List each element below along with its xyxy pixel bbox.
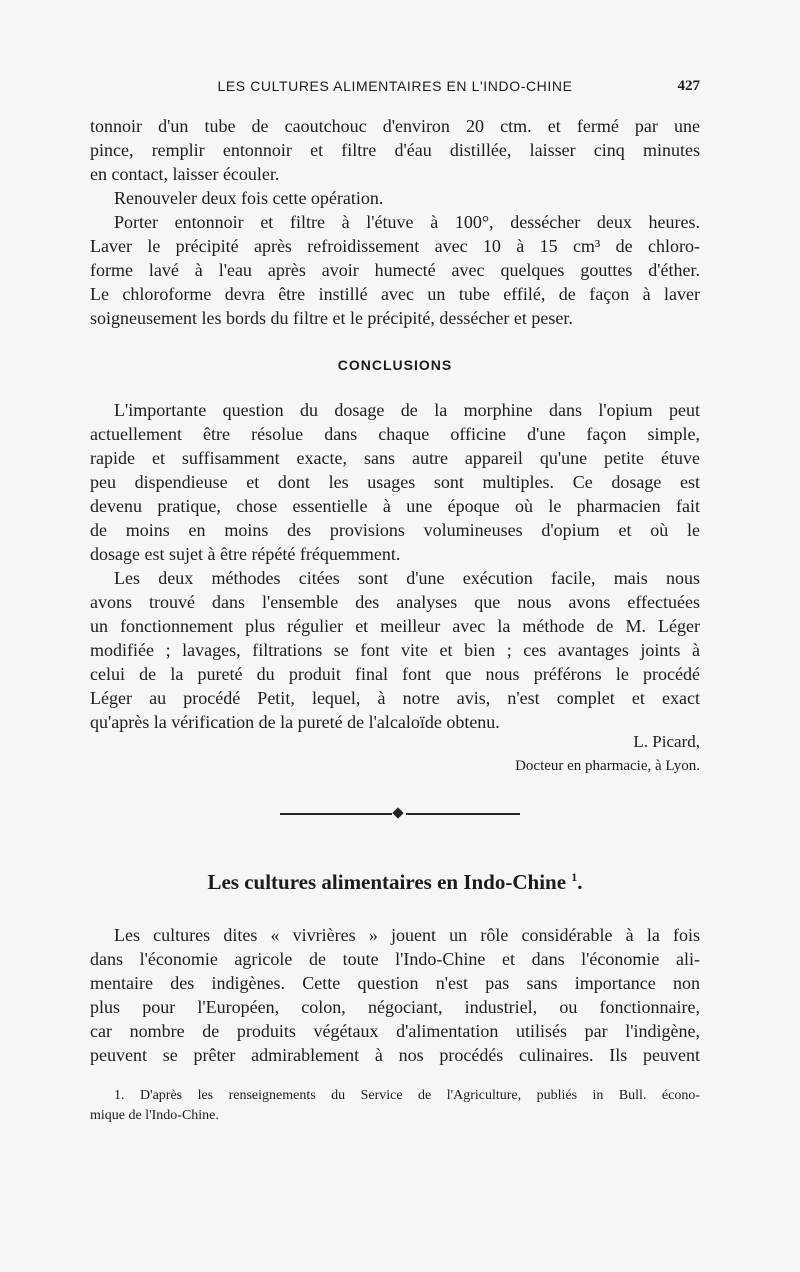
text-line: celui de la pureté du produit final font que nous préférons le procédé bbox=[90, 664, 700, 684]
running-title: LES CULTURES ALIMENTAIRES EN L'INDO-CHINE bbox=[217, 78, 573, 94]
text-line: Le chloroforme devra être instillé avec un tube effilé, de façon à laver bbox=[90, 284, 700, 304]
text-line: mentaire des indigènes. Cette question n'est pas sans importance non bbox=[90, 973, 700, 993]
text-line: Renouveler deux fois cette opération. bbox=[114, 188, 384, 208]
section-separator bbox=[280, 809, 520, 819]
footnote-line: 1. D'après les renseignements du Service de l'Agriculture, publiés in Bull. écono- bbox=[114, 1088, 700, 1103]
text-line: peuvent se prêter admirablement à nos procédés culinaires. Ils peuvent bbox=[90, 1045, 700, 1065]
text-line: peu dispendieuse et dont les usages sont multiples. Ce dosage est bbox=[90, 472, 700, 492]
text-line: actuellement être résolue dans chaque officine d'une façon simple, bbox=[90, 424, 700, 444]
text-line: en contact, laisser écouler. bbox=[90, 164, 280, 184]
text-line: pince, remplir entonnoir et filtre d'éau distillée, laisser cinq minutes bbox=[90, 140, 700, 160]
text-line: qu'après la vérification de la pureté de l'alcaloïde obtenu. bbox=[90, 712, 500, 732]
text-line: Les cultures dites « vivrières » jouent un rôle considérable à la fois bbox=[114, 925, 700, 945]
text-line: L'importante question du dosage de la morphine dans l'opium peut bbox=[114, 400, 700, 420]
text-line: avons trouvé dans l'ensemble des analyses que nous avons effectuées bbox=[90, 592, 700, 612]
separator-rule-left bbox=[280, 813, 392, 815]
article-title: Les cultures alimentaires en Indo-Chine $^1$. bbox=[207, 870, 583, 894]
text-line: modifiée ; lavages, filtrations se font vite et bien ; ces avantages joints à bbox=[90, 640, 700, 660]
footnote-line: mique de l'Indo-Chine. bbox=[90, 1108, 219, 1123]
text-line: Léger au procédé Petit, lequel, à notre avis, n'est complet et exact bbox=[90, 688, 700, 708]
page-number: 427 bbox=[677, 78, 700, 94]
signature bbox=[90, 730, 700, 778]
text-line: Laver le précipité après refroidissement avec 10 à 15 cm³ de chloro- bbox=[90, 236, 700, 256]
footnote-marker: 1 bbox=[571, 870, 578, 884]
article-text bbox=[90, 923, 700, 1067]
text-line: dans l'économie agricole de toute l'Indo-Chine et dans l'économie ali- bbox=[90, 949, 700, 969]
text-line: soigneusement les bords du filtre et le précipité, dessécher et peser. bbox=[90, 308, 573, 328]
body-text-top bbox=[90, 114, 700, 330]
running-head bbox=[90, 78, 700, 100]
text-line: un fonctionnement plus régulier et meilleur avec la méthode de M. Léger bbox=[90, 616, 700, 636]
separator-rule-right bbox=[406, 813, 520, 815]
text-line: plus pour l'Européen, colon, négociant, industriel, ou fonctionnaire, bbox=[90, 997, 700, 1017]
conclusions-text bbox=[90, 398, 700, 734]
text-line: Porter entonnoir et filtre à l'étuve à 100°, dessécher deux heures. bbox=[114, 212, 700, 232]
text-line: de moins en moins des provisions volumineuses d'opium et où le bbox=[90, 520, 700, 540]
text-line: tonnoir d'un tube de caoutchouc d'environ 20 ctm. et fermé par une bbox=[90, 116, 700, 136]
diamond-ornament-icon bbox=[392, 807, 403, 818]
text-line: Les deux méthodes citées sont d'une exécution facile, mais nous bbox=[114, 568, 700, 588]
footnote bbox=[90, 1086, 700, 1126]
text-line: forme lavé à l'eau après avoir humecté avec quelques gouttes d'éther. bbox=[90, 260, 700, 280]
author-title: Docteur en pharmacie, à Lyon. bbox=[515, 758, 700, 774]
text-line: rapide et suffisamment exacte, sans autre appareil qu'une petite étuve bbox=[90, 448, 700, 468]
conclusions-heading: CONCLUSIONS bbox=[337, 357, 453, 373]
text-line: dosage est sujet à être répété fréquemment. bbox=[90, 544, 401, 564]
article-title-text: Les cultures alimentaires en Indo-Chine bbox=[207, 870, 567, 894]
author-name: L. Picard, bbox=[633, 732, 700, 751]
text-line: devenu pratique, chose essentielle à une époque où le pharmacien fait bbox=[90, 496, 700, 516]
text-line: car nombre de produits végétaux d'alimentation utilisés par l'indigène, bbox=[90, 1021, 700, 1041]
